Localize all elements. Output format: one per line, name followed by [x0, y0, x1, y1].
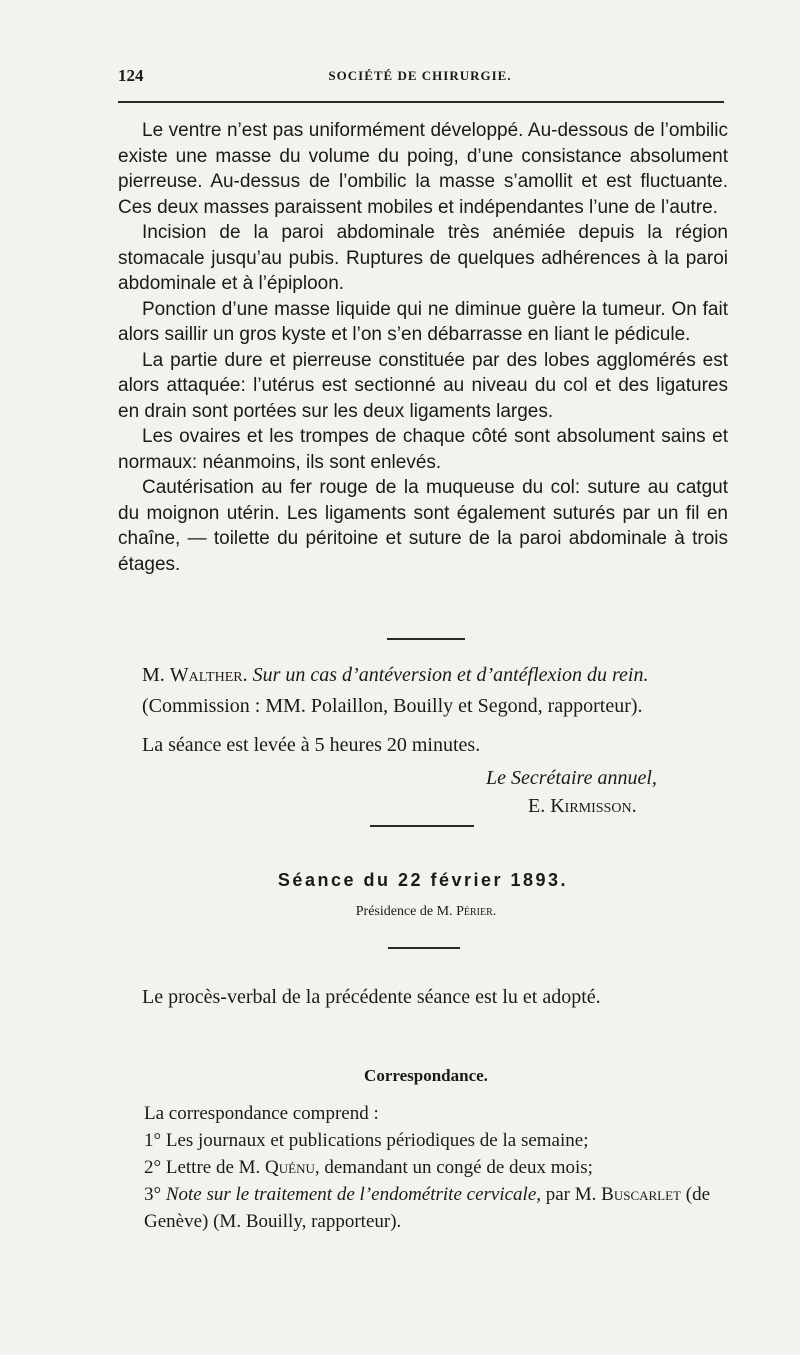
secretary-signature [528, 795, 637, 818]
report-paragraph: Incision de la paroi abdominale très anémiée depuis la région stomacale jusqu’au pubis. Ruptures de quelques adhérences à la paroi abdominale et à l’épiploon. [118, 222, 728, 294]
secretary-initial: E. [528, 795, 546, 817]
correspondance-intro: La correspondance comprend : [144, 1103, 379, 1124]
correspondance-list [144, 1100, 734, 1235]
minutes-line: Le procès-verbal de la précédente séance est lu et adopté. [142, 986, 601, 1008]
report-paragraph: Les ovaires et les trompes de chaque côté sont absolument sains et normaux: néanmoins, ils sont enlevés. [118, 426, 728, 473]
person-name: Quénu, [265, 1157, 320, 1178]
presidence-prefix: Présidence de M. [355, 904, 453, 919]
report-paragraph: Le ventre n’est pas uniformément développé. Au-dessous de l’ombilic existe une masse du volume du poing, d’une consistance absolument pierreuse. Au-dessus de l’ombilic la masse s’amollit et est fluctuante. Ces deux masses paraissent mobiles et indépendantes l’une de l’autre. [118, 120, 728, 218]
section-divider [387, 638, 465, 640]
author-prefix: M. [142, 664, 165, 686]
closing-line: La séance est levée à 5 heures 20 minutes. [142, 734, 481, 756]
section-divider [370, 825, 474, 827]
page-number: 124 [118, 66, 144, 85]
secretary-role: Le Secrétaire annuel, [486, 767, 657, 789]
person-name: Buscarlet [601, 1184, 681, 1205]
presidence-line [0, 904, 800, 920]
report-paragraph: Ponction d’une masse liquide qui ne diminue guère la tumeur. On fait alors saillir un gros kyste et l’on s’en débarrasse en liant le pédicule. [118, 298, 728, 345]
secretary-name: Kirmisson. [550, 795, 637, 817]
author-name: Walther. [169, 664, 248, 686]
correspondance-item: 2° Lettre de M. Quénu, demandant un congé de deux mois; [144, 1157, 593, 1178]
header-rule [118, 101, 724, 103]
correspondance-item: 3° Note sur le traitement de l’endométrite cervicale, par M. Buscarlet (de Genève) (M. Bouilly, rapporteur). [144, 1184, 711, 1232]
president-name: Périer. [456, 904, 497, 919]
page-header [118, 66, 722, 88]
communication-title: Sur un cas d’antéversion et d’antéflexion du rein. [252, 664, 649, 686]
correspondance-item: 1° Les journaux et publications périodiques de la semaine; [144, 1130, 589, 1151]
walther-notice [142, 662, 648, 688]
report-paragraph: Cautérisation au fer rouge de la muqueuse du col: suture au catgut du moignon utérin. Les ligaments sont également suturés par un fil en chaîne, — toilette du péritoine et suture de la paroi abdominale à trois étages. [118, 477, 728, 575]
report-paragraph: La partie dure et pierreuse constituée par des lobes agglomérés est alors attaquée: l’utérus est sectionné au niveau du col et des ligatures en drain sont portées sur les deux ligaments larges. [118, 349, 728, 422]
note-title: Note sur le traitement de l’endométrite cervicale, [165, 1184, 541, 1205]
surgical-report [118, 118, 728, 577]
correspondance-heading: Correspondance. [364, 1066, 488, 1085]
commission-line: (Commission : MM. Polaillon, Bouilly et Segond, rapporteur). [142, 695, 643, 717]
running-title: SOCIÉTÉ DE CHIRURGIE. [328, 68, 512, 83]
section-divider [388, 947, 460, 949]
session-title: Séance du 22 février 1893. [277, 870, 569, 890]
